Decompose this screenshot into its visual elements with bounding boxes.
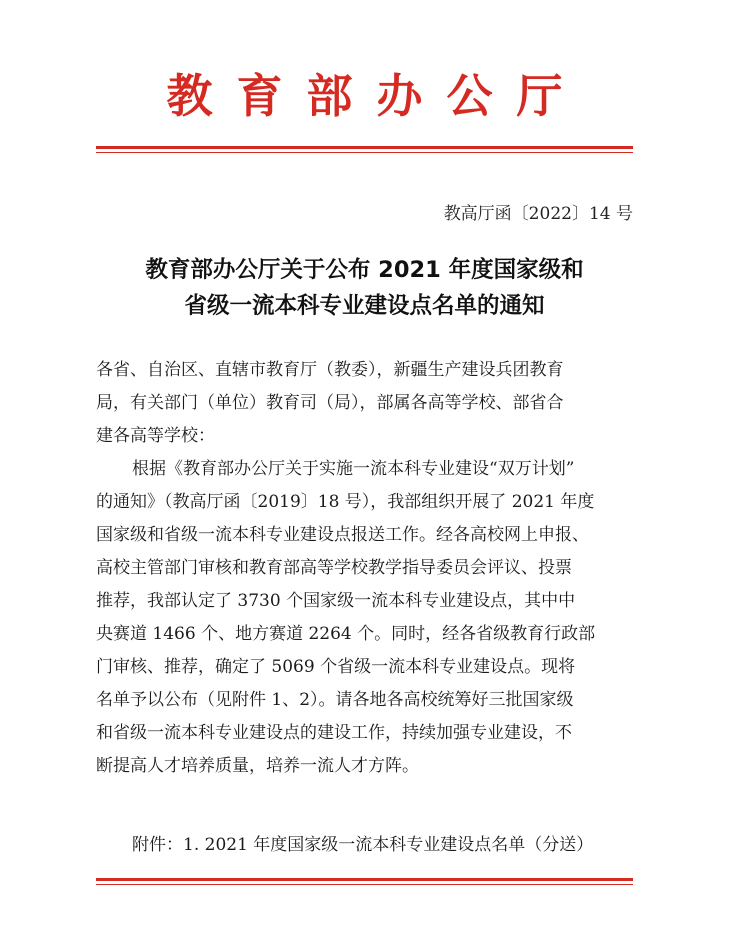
footer-red-rule-thin bbox=[96, 884, 633, 885]
body-line: 门审核、推荐，确定了 5069 个省级一流本科专业建设点。现将 bbox=[96, 657, 576, 677]
attachment-line: 附件：1. 2021 年度国家级一流本科专业建设点名单（分送） bbox=[132, 835, 594, 855]
body-line: 名单予以公布（见附件 1、2）。请各地各高校统筹好三批国家级 bbox=[96, 690, 574, 710]
document-number: 教高厅函〔2022〕14 号 bbox=[443, 204, 633, 224]
title-line-1: 教育部办公厅关于公布 2021 年度国家级和 bbox=[145, 257, 584, 283]
addressee-line: 局，有关部门（单位）教育司（局），部属各高等学校、部省合 bbox=[96, 393, 564, 413]
body-line: 国家级和省级一流本科专业建设点报送工作。经各高校网上申报、 bbox=[96, 525, 589, 545]
body-line: 的通知》（教高厅函〔2019〕18 号），我部组织开展了 2021 年度 bbox=[96, 492, 595, 512]
header-red-rule-thin bbox=[96, 152, 633, 153]
body-line: 根据《教育部办公厅关于实施一流本科专业建设“双万计划” bbox=[132, 459, 575, 479]
header-red-rule-thick bbox=[96, 146, 633, 149]
agency-header: 教育部办公厅 bbox=[166, 69, 587, 123]
document-body bbox=[96, 354, 633, 783]
footer-red-rule-thick bbox=[96, 878, 633, 881]
document-title bbox=[96, 252, 633, 324]
addressee-line: 各省、自治区、直辖市教育厅（教委），新疆生产建设兵团教育 bbox=[96, 360, 564, 380]
body-line: 央赛道 1466 个、地方赛道 2264 个。同时，经各省级教育行政部 bbox=[96, 624, 596, 644]
body-line: 断提高人才培养质量，培养一流人才方阵。 bbox=[96, 756, 419, 776]
title-line-2: 省级一流本科专业建设点名单的通知 bbox=[184, 293, 545, 319]
body-line: 高校主管部门审核和教育部高等学校教学指导委员会评议、投票 bbox=[96, 558, 572, 578]
body-line: 推荐，我部认定了 3730 个国家级一流本科专业建设点，其中中 bbox=[96, 591, 576, 611]
body-line: 和省级一流本科专业建设点的建设工作，持续加强专业建设，不 bbox=[96, 723, 572, 743]
addressee-line: 建各高等学校： bbox=[96, 426, 215, 446]
